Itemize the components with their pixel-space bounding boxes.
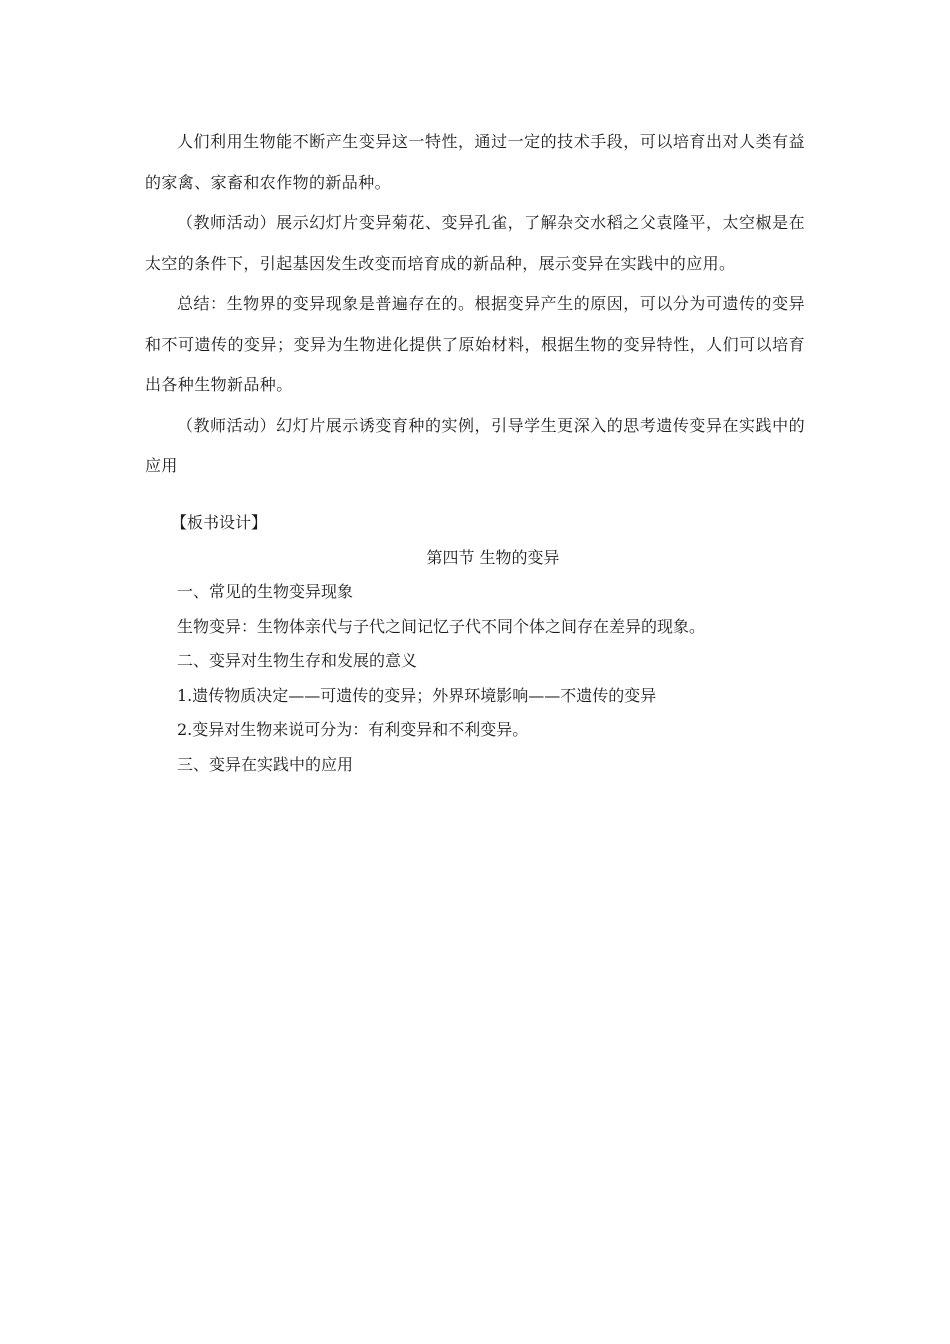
- paragraph-teacher-activity-slides: （教师活动）展示幻灯片变异菊花、变异孔雀，了解杂交水稻之父袁隆平，太空椒是在太空的条件下，引起基因发生改变而培育成的新品种，展示变异在实践中的应用。: [145, 213, 805, 273]
- board-line-4: 1.遗传物质决定——可遗传的变异；外界环境影响——不遗传的变异: [177, 685, 657, 705]
- board-line-1: 一、常见的生物变异现象: [177, 582, 354, 601]
- board-line-5: 2.变异对生物来说可分为：有利变异和不利变异。: [177, 720, 529, 739]
- paragraph-summary: 总结：生物界的变异现象是普遍存在的。根据变异产生的原因，可以分为可遗传的变异和不可遗传的变异；变异为生物进化提供了原始材料，根据生物的变异特性，人们可以培育出各种生物新品种。: [145, 294, 805, 394]
- paragraph-teacher-activity-mutation: （教师活动）幻灯片展示诱变育种的实例，引导学生更深入的思考遗传变异在实践中的应用: [145, 415, 805, 475]
- body-text: [145, 122, 805, 487]
- board-design-heading: 【板书设计】: [171, 513, 268, 532]
- board-line-2: 生物变异：生物体亲代与子代之间记忆子代不同个体之间存在差异的现象。: [177, 616, 706, 636]
- board-line-3: 二、变异对生物生存和发展的意义: [177, 651, 418, 670]
- paragraph-breeding: 人们利用生物能不断产生变异这一特性，通过一定的技术手段，可以培育出对人类有益的家禽、家畜和农作物的新品种。: [145, 132, 805, 192]
- board-line-6: 三、变异在实践中的应用: [177, 754, 354, 774]
- board-title: 第四节 生物的变异: [426, 547, 560, 567]
- board-design-section: [145, 506, 805, 782]
